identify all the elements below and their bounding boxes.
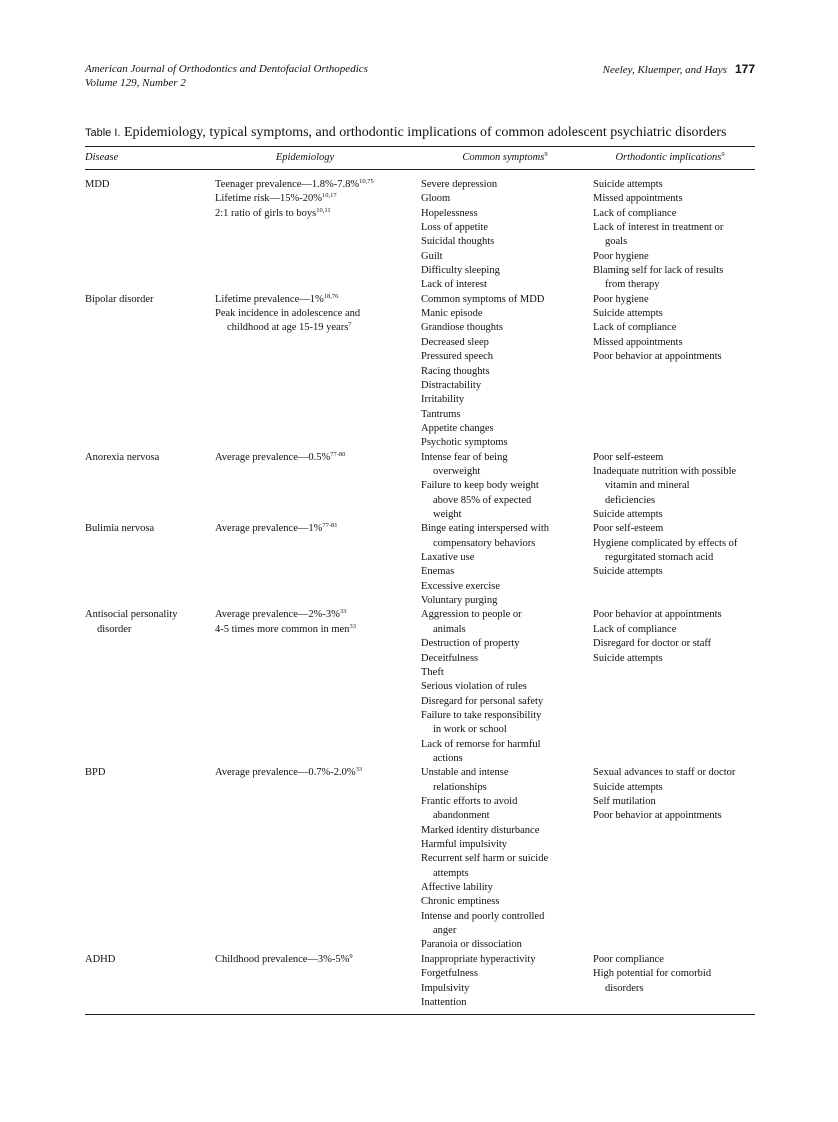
implication-line: disorders xyxy=(605,982,644,994)
disease-cell xyxy=(85,608,210,637)
symptom-line: Affective lability xyxy=(421,882,493,894)
implication-line: deficiencies xyxy=(605,494,656,506)
symptom-line: animals xyxy=(433,623,466,635)
symptom-line: Inappropriate hyperactivity xyxy=(421,953,536,965)
epidemiology-line: Childhood prevalence—3%-5%$^9$ xyxy=(215,952,353,965)
implication-line: Self mutilation xyxy=(593,796,656,808)
symptom-line: Failure to take responsibility xyxy=(421,709,542,721)
symptom-line: Inattention xyxy=(421,996,467,1008)
symptom-line: Irritability xyxy=(421,394,465,406)
symptom-line: Gloom xyxy=(421,193,451,205)
symptom-line: anger xyxy=(433,925,457,937)
journal-volume: Volume 129, Number 2 xyxy=(85,76,186,89)
implication-line: Poor compliance xyxy=(593,953,664,965)
symptom-line: Recurrent self harm or suicide xyxy=(421,853,549,865)
implication-line: Suicide attempts xyxy=(593,308,663,320)
table-top-rule xyxy=(85,146,755,147)
epidemiology-cell xyxy=(215,766,415,780)
disease-name: Bipolar disorder xyxy=(85,293,154,305)
table-row xyxy=(85,608,755,766)
implication-line: Lack of compliance xyxy=(593,322,677,334)
implication-line: Suicide attempts xyxy=(593,652,663,664)
author-page-info xyxy=(603,63,755,78)
epidemiology-line: 2:1 ratio of girls to boys$^{10,11}$ xyxy=(215,206,331,219)
epidemiology-cell xyxy=(215,608,415,637)
implication-line: vitamin and mineral xyxy=(605,480,690,492)
implication-line: Blaming self for lack of results xyxy=(593,265,724,277)
symptoms-cell xyxy=(421,522,589,608)
symptom-line: Unstable and intense xyxy=(421,767,509,779)
symptom-line: Chronic emptiness xyxy=(421,896,500,908)
implication-line: Hygiene complicated by effects of xyxy=(593,537,738,549)
epidemiology-line: Peak incidence in adolescence and xyxy=(215,308,361,320)
page-number: 177 xyxy=(734,62,755,76)
epidemiology-line: Teenager prevalence—1.8%-7.8%$^{10,75}$ xyxy=(215,178,374,190)
disease-cell xyxy=(85,178,210,192)
implication-line: Suicide attempts xyxy=(593,566,663,578)
authors: Neeley, Kluemper, and Hays xyxy=(602,64,727,76)
symptom-line: Disregard for personal safety xyxy=(421,695,544,707)
symptom-line: Guilt xyxy=(421,250,443,262)
symptom-line: Binge eating interspersed with xyxy=(421,523,550,535)
epidemiology-cell xyxy=(215,293,415,336)
table-row xyxy=(85,522,755,608)
implication-line: Poor behavior at appointments xyxy=(593,810,722,822)
implication-line: Missed appointments xyxy=(593,336,683,348)
table-row xyxy=(85,178,755,293)
epidemiology-line: childhood at age 15-19 years$^7$ xyxy=(227,321,352,334)
disease-cell xyxy=(85,522,210,536)
implication-line: Lack of interest in treatment or xyxy=(593,222,724,234)
symptom-line: Destruction of property xyxy=(421,638,520,650)
symptom-line: Tantrums xyxy=(421,408,461,420)
epidemiology-line: Lifetime prevalence—1%$^{18,76}$ xyxy=(215,292,339,305)
symptoms-cell xyxy=(421,451,589,523)
citation-superscript: 33 xyxy=(339,608,347,616)
disease-name: Antisocial personality xyxy=(85,609,178,621)
implication-line: Lack of compliance xyxy=(593,623,677,635)
symptom-line: Impulsivity xyxy=(421,982,470,994)
table-row xyxy=(85,953,755,1010)
symptom-line: Common symptoms of MDD xyxy=(421,293,545,305)
implication-line: Sexual advances to staff or doctor xyxy=(593,767,736,779)
table-header xyxy=(85,151,755,167)
symptom-line: Deceitfulness xyxy=(421,652,479,664)
journal-info xyxy=(85,63,368,90)
citation-superscript: 77-80 xyxy=(330,450,346,458)
symptoms-cell xyxy=(421,293,589,451)
symptom-line: Difficulty sleeping xyxy=(421,265,500,277)
symptom-line: Excessive exercise xyxy=(421,580,501,592)
symptoms-cell xyxy=(421,953,589,1010)
symptom-line: Decreased sleep xyxy=(421,336,489,348)
symptom-line: Pressured speech xyxy=(421,351,494,363)
symptom-line: Lack of remorse for harmful xyxy=(421,738,541,750)
disease-name: disorder xyxy=(97,623,132,635)
implication-line: Suicide attempts xyxy=(593,509,663,521)
disease-name: BPD xyxy=(85,767,106,779)
implication-line: Poor hygiene xyxy=(593,293,649,305)
implication-line: Poor self-esteem xyxy=(593,523,664,535)
symptom-line: actions xyxy=(433,752,463,764)
implication-line: Poor hygiene xyxy=(593,250,649,262)
table-title: Epidemiology, typical symptoms, and orthodontic implications of common adolescent psychiatric disorders xyxy=(123,125,727,140)
implication-line: High potential for comorbid xyxy=(593,968,712,980)
symptom-line: Failure to keep body weight xyxy=(421,480,539,492)
symptom-line: Distractability xyxy=(421,379,482,391)
implication-line: Disregard for doctor or staff xyxy=(593,638,712,650)
citation-superscript: 7 xyxy=(348,321,352,329)
symptoms-cell xyxy=(421,766,589,952)
symptom-line: Laxative use xyxy=(421,552,475,564)
epidemiology-line: Average prevalence—2%-3%$^{33}$ xyxy=(215,608,347,621)
implication-line: Poor self-esteem xyxy=(593,451,664,463)
symptom-line: relationships xyxy=(433,781,487,793)
citation-superscript: 10,11 xyxy=(316,206,331,214)
symptom-line: Harmful impulsivity xyxy=(421,839,508,851)
implication-line: Inadequate nutrition with possible xyxy=(593,465,737,477)
table-row xyxy=(85,451,755,523)
table-caption xyxy=(85,124,765,142)
implications-cell xyxy=(593,293,758,365)
implication-line: Lack of compliance xyxy=(593,207,677,219)
table-row xyxy=(85,293,755,451)
implications-cell xyxy=(593,766,758,823)
implication-line: Poor behavior at appointments xyxy=(593,609,722,621)
symptom-line: abandonment xyxy=(433,810,490,822)
symptom-line: attempts xyxy=(433,867,469,879)
epidemiology-cell xyxy=(215,522,415,536)
symptom-line: Aggression to people or xyxy=(421,609,522,621)
citation-superscript: 9 xyxy=(349,952,353,960)
implication-line: goals xyxy=(605,236,628,248)
table-label: Table I. xyxy=(85,127,121,139)
disease-name: Anorexia nervosa xyxy=(85,451,160,463)
epidemiology-line: Average prevalence—0.5%$^{77-80}$ xyxy=(215,450,346,463)
column-header-disease: Disease xyxy=(85,152,119,163)
symptom-line: compensatory behaviors xyxy=(433,537,536,549)
implication-line: Missed appointments xyxy=(593,193,683,205)
symptom-line: overweight xyxy=(433,465,481,477)
symptoms-cell xyxy=(421,608,589,766)
citation-superscript: 10,75 xyxy=(359,178,374,185)
column-header-epidemiology: Epidemiology xyxy=(275,152,335,163)
epidemiology-cell xyxy=(215,178,415,221)
journal-title: American Journal of Orthodontics and Dentofacial Orthopedics xyxy=(85,63,368,75)
disease-cell xyxy=(85,953,210,967)
column-header-implications: Orthodontic implications$^9$ xyxy=(615,151,725,163)
symptom-line: Loss of appetite xyxy=(421,222,489,234)
disease-cell xyxy=(85,766,210,780)
symptom-line: Intense fear of being xyxy=(421,451,508,463)
implications-cell xyxy=(593,608,758,665)
symptom-line: Psychotic symptoms xyxy=(421,437,508,449)
symptom-line: Voluntary purging xyxy=(421,595,498,607)
symptom-line: Severe depression xyxy=(421,179,498,190)
epidemiology-line: Average prevalence—0.7%-2.0%$^{33}$ xyxy=(215,766,363,779)
disease-name: Bulimia nervosa xyxy=(85,523,155,535)
symptom-line: in work or school xyxy=(433,724,507,736)
symptom-line: Marked identity disturbance xyxy=(421,824,540,836)
symptom-line: Intense and poorly controlled xyxy=(421,910,545,922)
implication-line: Poor behavior at appointments xyxy=(593,351,722,363)
symptom-line: Racing thoughts xyxy=(421,365,490,377)
citation-superscript: 10,17 xyxy=(322,192,337,200)
symptom-line: Grandiose thoughts xyxy=(421,322,503,334)
epidemiology-line: Lifetime risk—15%-20%$^{10,17}$ xyxy=(215,192,337,205)
symptom-line: Hopelessness xyxy=(421,207,478,219)
table-header-rule xyxy=(85,169,755,170)
implication-line: from therapy xyxy=(605,279,660,291)
symptom-line: Serious violation of rules xyxy=(421,681,527,693)
epidemiology-cell xyxy=(215,451,415,465)
column-header-symptoms: Common symptoms$^9$ xyxy=(462,151,548,163)
implication-line: Suicide attempts xyxy=(593,179,663,190)
epidemiology-cell xyxy=(215,953,415,967)
disease-name: ADHD xyxy=(85,953,116,965)
citation-superscript: 33 xyxy=(349,622,356,630)
symptom-line: Forgetfulness xyxy=(421,968,478,980)
symptoms-cell xyxy=(421,178,589,293)
symptom-line: Lack of interest xyxy=(421,279,487,291)
implications-cell xyxy=(593,953,758,996)
table-row xyxy=(85,766,755,953)
implications-cell xyxy=(593,522,758,579)
symptom-line: above 85% of expected xyxy=(433,494,532,506)
symptom-line: Appetite changes xyxy=(421,422,494,434)
epidemiology-line: 4-5 times more common in men$^{33}$ xyxy=(215,622,356,635)
table-body xyxy=(85,178,755,1010)
symptom-line: Theft xyxy=(421,666,444,678)
symptom-line: Enemas xyxy=(421,566,455,578)
symptom-line: Paranoia or dissociation xyxy=(421,939,522,951)
implication-line: Suicide attempts xyxy=(593,781,663,793)
disease-name: MDD xyxy=(85,179,110,190)
table-bottom-rule xyxy=(85,1014,755,1015)
citation-superscript: 33 xyxy=(355,766,363,774)
symptom-line: Manic episode xyxy=(421,308,483,320)
disease-cell xyxy=(85,451,210,465)
symptom-line: Suicidal thoughts xyxy=(421,236,495,248)
citation-superscript: 18,76 xyxy=(323,292,339,300)
symptom-line: Frantic efforts to avoid xyxy=(421,796,518,808)
symptom-line: weight xyxy=(433,509,462,521)
implications-cell xyxy=(593,178,758,293)
epidemiology-line: Average prevalence—1%$^{77-81}$ xyxy=(215,522,338,535)
implication-line: regurgitated stomach acid xyxy=(605,552,714,564)
citation-superscript: 77-81 xyxy=(322,522,338,530)
running-head xyxy=(85,63,755,93)
disease-cell xyxy=(85,293,210,307)
implications-cell xyxy=(593,451,758,523)
